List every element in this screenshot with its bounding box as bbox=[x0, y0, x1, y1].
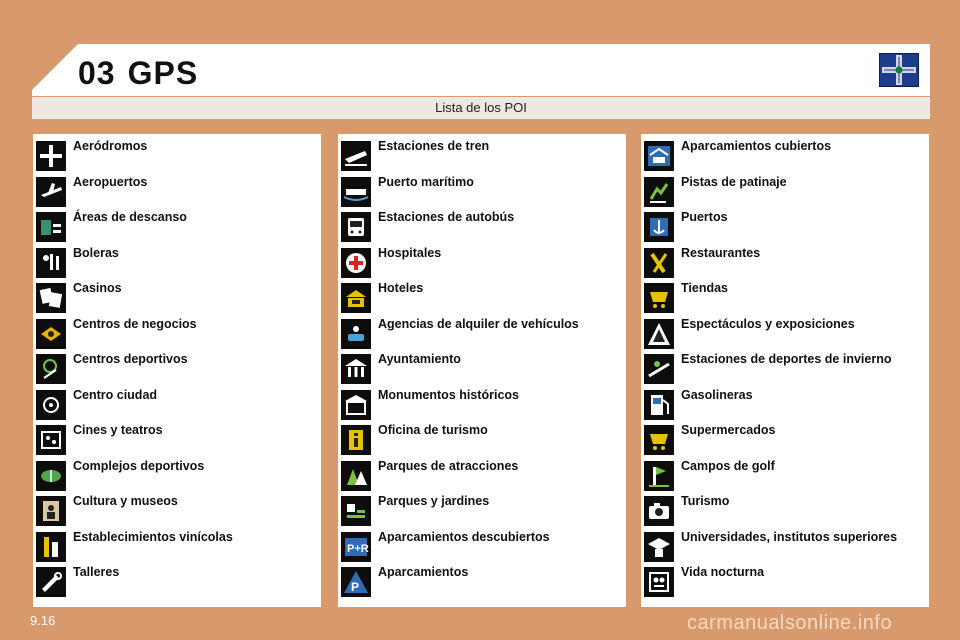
poi-label: Espectáculos y exposiciones bbox=[681, 316, 855, 331]
poi-label: Centros deportivos bbox=[73, 352, 188, 366]
list-item bbox=[641, 527, 929, 563]
poi-label: Agencias de alquiler de vehículos bbox=[378, 316, 579, 331]
poi-label: Vida nocturna bbox=[681, 565, 765, 579]
list-item bbox=[338, 420, 626, 456]
poi-label: Puerto marítimo bbox=[378, 174, 474, 189]
list-item bbox=[641, 207, 929, 243]
restaurant-icon bbox=[644, 248, 674, 278]
seaport-icon bbox=[341, 177, 371, 207]
poi-label: Ayuntamiento bbox=[378, 352, 461, 366]
list-item bbox=[338, 314, 626, 350]
exhibition-icon bbox=[644, 319, 674, 349]
bus-station-icon bbox=[341, 212, 371, 242]
list-item bbox=[33, 314, 321, 350]
poi-label: Supermercados bbox=[681, 423, 776, 437]
poi-label: Hospitales bbox=[378, 245, 442, 260]
list-item bbox=[338, 349, 626, 385]
garage-icon bbox=[36, 567, 66, 597]
list-item bbox=[338, 456, 626, 492]
list-item bbox=[641, 456, 929, 492]
poi-label: Cultura y museos bbox=[73, 494, 178, 508]
list-item bbox=[641, 349, 929, 385]
list-item bbox=[641, 243, 929, 279]
list-item bbox=[33, 349, 321, 385]
list-item bbox=[33, 278, 321, 314]
poi-label: Cines y teatros bbox=[73, 423, 163, 437]
airfield-icon bbox=[36, 141, 66, 171]
list-item bbox=[33, 172, 321, 208]
hospital-icon bbox=[341, 248, 371, 278]
list-item bbox=[33, 456, 321, 492]
amusement-park-icon bbox=[341, 461, 371, 491]
town-hall-icon bbox=[341, 354, 371, 384]
list-item bbox=[338, 172, 626, 208]
rest-area-icon bbox=[36, 212, 66, 242]
list-item bbox=[338, 385, 626, 421]
cinema-icon bbox=[36, 425, 66, 455]
poi-label: Complejos deportivos bbox=[73, 458, 205, 473]
list-item bbox=[641, 278, 929, 314]
poi-label: Casinos bbox=[73, 281, 122, 295]
poi-label: Centro ciudad bbox=[73, 387, 158, 402]
museum-icon bbox=[36, 496, 66, 526]
poi-label: Hoteles bbox=[378, 281, 424, 295]
sports-complex-icon bbox=[36, 461, 66, 491]
poi-label: Áreas de descanso bbox=[73, 210, 187, 224]
car-rental-icon bbox=[341, 319, 371, 349]
chapter-number: 03 bbox=[78, 55, 116, 91]
list-item bbox=[338, 527, 626, 563]
poi-label: Talleres bbox=[73, 565, 120, 579]
list-item bbox=[338, 562, 626, 598]
list-item bbox=[338, 278, 626, 314]
poi-label: Aeropuertos bbox=[73, 174, 148, 189]
winery-icon bbox=[36, 532, 66, 562]
covered-parking-icon bbox=[644, 141, 674, 171]
page-title bbox=[78, 55, 198, 92]
poi-label: Campos de golf bbox=[681, 458, 775, 473]
poi-label: Aparcamientos descubiertos bbox=[378, 529, 550, 544]
poi-label: Puertos bbox=[681, 210, 728, 224]
golf-icon bbox=[644, 461, 674, 491]
list-item bbox=[33, 527, 321, 563]
university-icon bbox=[644, 532, 674, 562]
poi-label: Parques y jardines bbox=[378, 494, 490, 508]
svg-text:P: P bbox=[351, 580, 360, 594]
poi-label: Turismo bbox=[681, 494, 730, 508]
list-item bbox=[641, 562, 929, 598]
gas-station-icon bbox=[644, 390, 674, 420]
list-item bbox=[33, 136, 321, 172]
poi-label: Estaciones de deportes de invierno bbox=[681, 352, 892, 366]
marina-icon bbox=[644, 212, 674, 242]
watermark: carmanualsonline.info bbox=[687, 612, 893, 634]
list-item bbox=[641, 314, 929, 350]
list-item bbox=[338, 136, 626, 172]
list-item bbox=[33, 385, 321, 421]
poi-label: Universidades, institutos superiores bbox=[681, 529, 898, 544]
shop-icon bbox=[644, 283, 674, 313]
skating-icon bbox=[644, 177, 674, 207]
supermarket-icon bbox=[644, 425, 674, 455]
svg-text:P+R: P+R bbox=[347, 542, 369, 555]
list-item bbox=[338, 243, 626, 279]
monument-icon bbox=[341, 390, 371, 420]
poi-label: Monumentos históricos bbox=[378, 387, 519, 402]
tourist-info-icon bbox=[341, 425, 371, 455]
gps-crossroads-icon bbox=[879, 53, 919, 87]
poi-label: Centros de negocios bbox=[73, 316, 197, 331]
poi-label: Tiendas bbox=[681, 281, 729, 295]
poi-label: Gasolineras bbox=[681, 387, 753, 402]
list-item bbox=[641, 172, 929, 208]
nightlife-icon bbox=[644, 567, 674, 597]
poi-label: Aeródromos bbox=[73, 139, 148, 153]
poi-label: Aparcamientos cubiertos bbox=[681, 139, 832, 153]
poi-label: Estaciones de tren bbox=[378, 139, 490, 153]
poi-label: Restaurantes bbox=[681, 245, 761, 260]
page-number: 9.16 bbox=[30, 613, 56, 628]
list-item bbox=[33, 562, 321, 598]
list-item bbox=[641, 491, 929, 527]
poi-label: Establecimientos vinícolas bbox=[73, 529, 233, 544]
list-item bbox=[338, 491, 626, 527]
poi-label: Estaciones de autobús bbox=[378, 210, 515, 224]
tourism-icon bbox=[644, 496, 674, 526]
chapter-title: GPS bbox=[127, 55, 199, 91]
hotel-icon bbox=[341, 283, 371, 313]
airport-icon bbox=[36, 177, 66, 207]
poi-label: Aparcamientos bbox=[378, 565, 469, 579]
bowling-icon bbox=[36, 248, 66, 278]
section-subtitle: Lista de los POI bbox=[32, 97, 930, 119]
business-center-icon bbox=[36, 319, 66, 349]
train-station-icon bbox=[341, 141, 371, 171]
list-item bbox=[33, 420, 321, 456]
list-item bbox=[641, 420, 929, 456]
parking-icon bbox=[341, 567, 371, 597]
sports-center-icon bbox=[36, 354, 66, 384]
poi-label: Parques de atracciones bbox=[378, 458, 519, 473]
list-item bbox=[33, 243, 321, 279]
ski-resort-icon bbox=[644, 354, 674, 384]
poi-label: Pistas de patinaje bbox=[681, 174, 787, 189]
casino-icon bbox=[36, 283, 66, 313]
list-item bbox=[338, 207, 626, 243]
list-item bbox=[33, 207, 321, 243]
poi-label: Boleras bbox=[73, 245, 119, 260]
list-item bbox=[641, 136, 929, 172]
park-and-ride-icon bbox=[341, 532, 371, 562]
city-center-icon bbox=[36, 390, 66, 420]
park-icon bbox=[341, 496, 371, 526]
poi-label: Oficina de turismo bbox=[378, 423, 488, 437]
list-item bbox=[33, 491, 321, 527]
list-item bbox=[641, 385, 929, 421]
